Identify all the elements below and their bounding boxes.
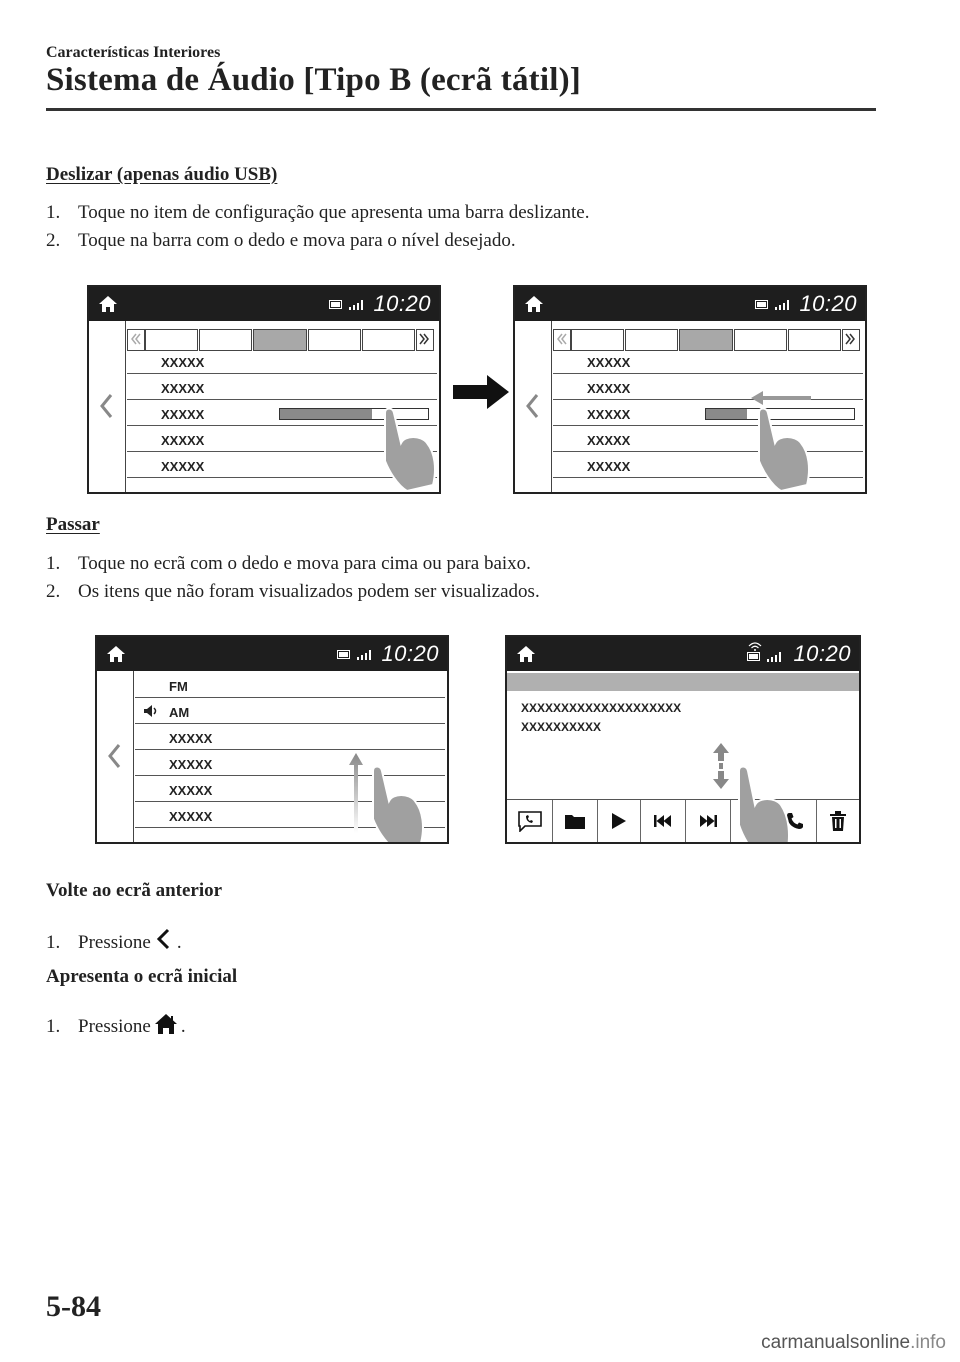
screen-left-column [89,321,126,492]
screen-status-bar [515,287,865,321]
page-title: Sistema de Áudio [Tipo B (ecrã tátil)] [46,62,581,98]
trash-icon [830,811,846,831]
list-item[interactable]: AM [135,699,445,724]
tab[interactable] [734,329,787,351]
tab-active[interactable] [679,329,733,351]
chevron-left-icon[interactable] [107,743,121,769]
chevron-left-icon[interactable] [525,393,539,419]
play-icon [611,812,627,830]
screen-left-column [515,321,552,492]
home-icon[interactable] [515,644,537,664]
step-text: Toque no item de configuração que apresenta uma barra deslizante. [78,202,590,223]
battery-icon [755,300,769,309]
speaker-icon [143,704,159,718]
arrow-right-icon [453,375,509,409]
screen-status-bar [507,637,859,671]
slider-screen-after [513,285,867,494]
step-number: 1. [46,932,61,953]
step-end: . [176,932,182,953]
signal-icon [775,300,791,310]
tab-strip [127,329,437,351]
list-item[interactable]: XXXXX [553,427,863,452]
list-item[interactable]: XXXXX [127,453,437,478]
radio-list-screen [95,635,449,844]
tab[interactable] [625,329,678,351]
arrow-left-icon [751,391,813,405]
slider-fill [706,409,747,419]
step-text: Pressione [78,932,151,953]
track-title-line-1: XXXXXXXXXXXXXXXXXXXX [521,701,682,715]
battery-icon [329,300,343,309]
step-text: Pressione [78,1016,151,1037]
media-control-bar [507,799,859,842]
screen-left-column [97,671,134,842]
home-icon[interactable] [105,644,127,664]
arrow-up-down-icon [713,743,729,789]
swipe-heading: Passar [46,514,100,535]
media-screen [505,635,861,844]
step-number: 1. [46,1016,61,1037]
swipe-step-2 [46,581,540,603]
folder-icon [564,812,586,830]
home-heading: Apresenta o ecrã inicial [46,966,238,987]
step-text: Os itens que não foram visualizados podem ser visualizados. [78,581,540,602]
back-step [46,926,182,954]
finger-hand-icon [751,405,815,494]
watermark [761,1332,946,1354]
title-divider [46,108,876,111]
list-item[interactable]: XXXXX [127,349,437,374]
back-heading: Volte ao ecrã anterior [46,880,223,901]
screen-status-bar [97,637,447,671]
battery-icon [337,650,351,659]
watermark-main: carmanualsonline [761,1332,911,1353]
scroll-right-button[interactable] [842,329,860,351]
list-item[interactable]: XXXXX [553,401,863,426]
wifi-icon [747,641,763,651]
chevron-left-icon[interactable] [99,393,113,419]
list-item[interactable]: XXXXX [553,453,863,478]
tab[interactable] [199,329,252,351]
screen-status-bar [89,287,439,321]
finger-hand-icon [377,405,441,494]
next-button[interactable] [685,800,731,842]
next-icon [699,815,717,827]
list-item[interactable]: FM [135,673,445,698]
tab[interactable] [308,329,361,351]
step-number: 2. [46,581,61,602]
delete-button[interactable] [816,800,859,842]
tab[interactable] [571,329,624,351]
clock: 10:20 [373,291,431,316]
step-number: 2. [46,230,61,251]
battery-icon [747,652,761,661]
step-number: 1. [46,553,61,574]
arrow-up-icon [349,753,363,833]
finger-hand-icon [365,763,429,844]
home-step [46,1012,186,1038]
play-button[interactable] [597,800,641,842]
home-icon [153,1012,179,1036]
folder-button[interactable] [552,800,598,842]
chevron-left-icon [153,926,175,952]
previous-button[interactable] [640,800,686,842]
previous-icon [654,815,672,827]
list-item[interactable]: XXXXX [127,401,437,426]
step-number: 1. [46,202,61,223]
clock: 10:20 [793,641,851,666]
scroll-left-button[interactable] [553,329,571,351]
progress-band [507,673,859,691]
list-item[interactable]: XXXXX [553,375,863,400]
list-item[interactable]: XXXXX [135,725,445,750]
signal-icon [349,300,365,310]
step-text: Toque no ecrã com o dedo e mova para cima ou para baixo. [78,553,531,574]
section-label: Características Interiores [46,44,221,61]
list-item[interactable]: XXXXX [553,349,863,374]
scroll-left-button[interactable] [127,329,145,351]
tab-strip [553,329,863,351]
slide-step-1 [46,202,589,224]
clock: 10:20 [381,641,439,666]
swipe-step-1 [46,553,531,575]
phone-list-button[interactable] [507,800,553,842]
list-item[interactable]: XXXXX [127,427,437,452]
slide-heading: Deslizar (apenas áudio USB) [46,164,278,185]
signal-icon [357,650,373,660]
step-text: Toque na barra com o dedo e mova para o nível desejado. [78,230,516,251]
home-icon[interactable] [523,294,545,314]
list-item[interactable]: XXXXX [135,777,445,802]
finger-hand-icon [731,763,795,844]
list-item[interactable]: XXXXX [135,803,445,828]
page-number: 5-84 [46,1290,101,1323]
tab[interactable] [145,329,198,351]
slider-screen-before [87,285,441,494]
signal-icon [767,652,783,662]
tab[interactable] [788,329,841,351]
home-icon[interactable] [97,294,119,314]
list-item[interactable]: XXXXX [135,751,445,776]
track-title-line-2: XXXXXXXXXX [521,720,602,734]
tab[interactable] [362,329,415,351]
list-item[interactable]: XXXXX [127,375,437,400]
slide-step-2 [46,230,516,252]
phone-list-icon [517,810,543,832]
watermark-ext: .info [910,1332,946,1353]
scroll-right-button[interactable] [416,329,434,351]
tab-active[interactable] [253,329,307,351]
slider-fill [280,409,372,419]
step-end: . [180,1016,186,1037]
clock: 10:20 [799,291,857,316]
